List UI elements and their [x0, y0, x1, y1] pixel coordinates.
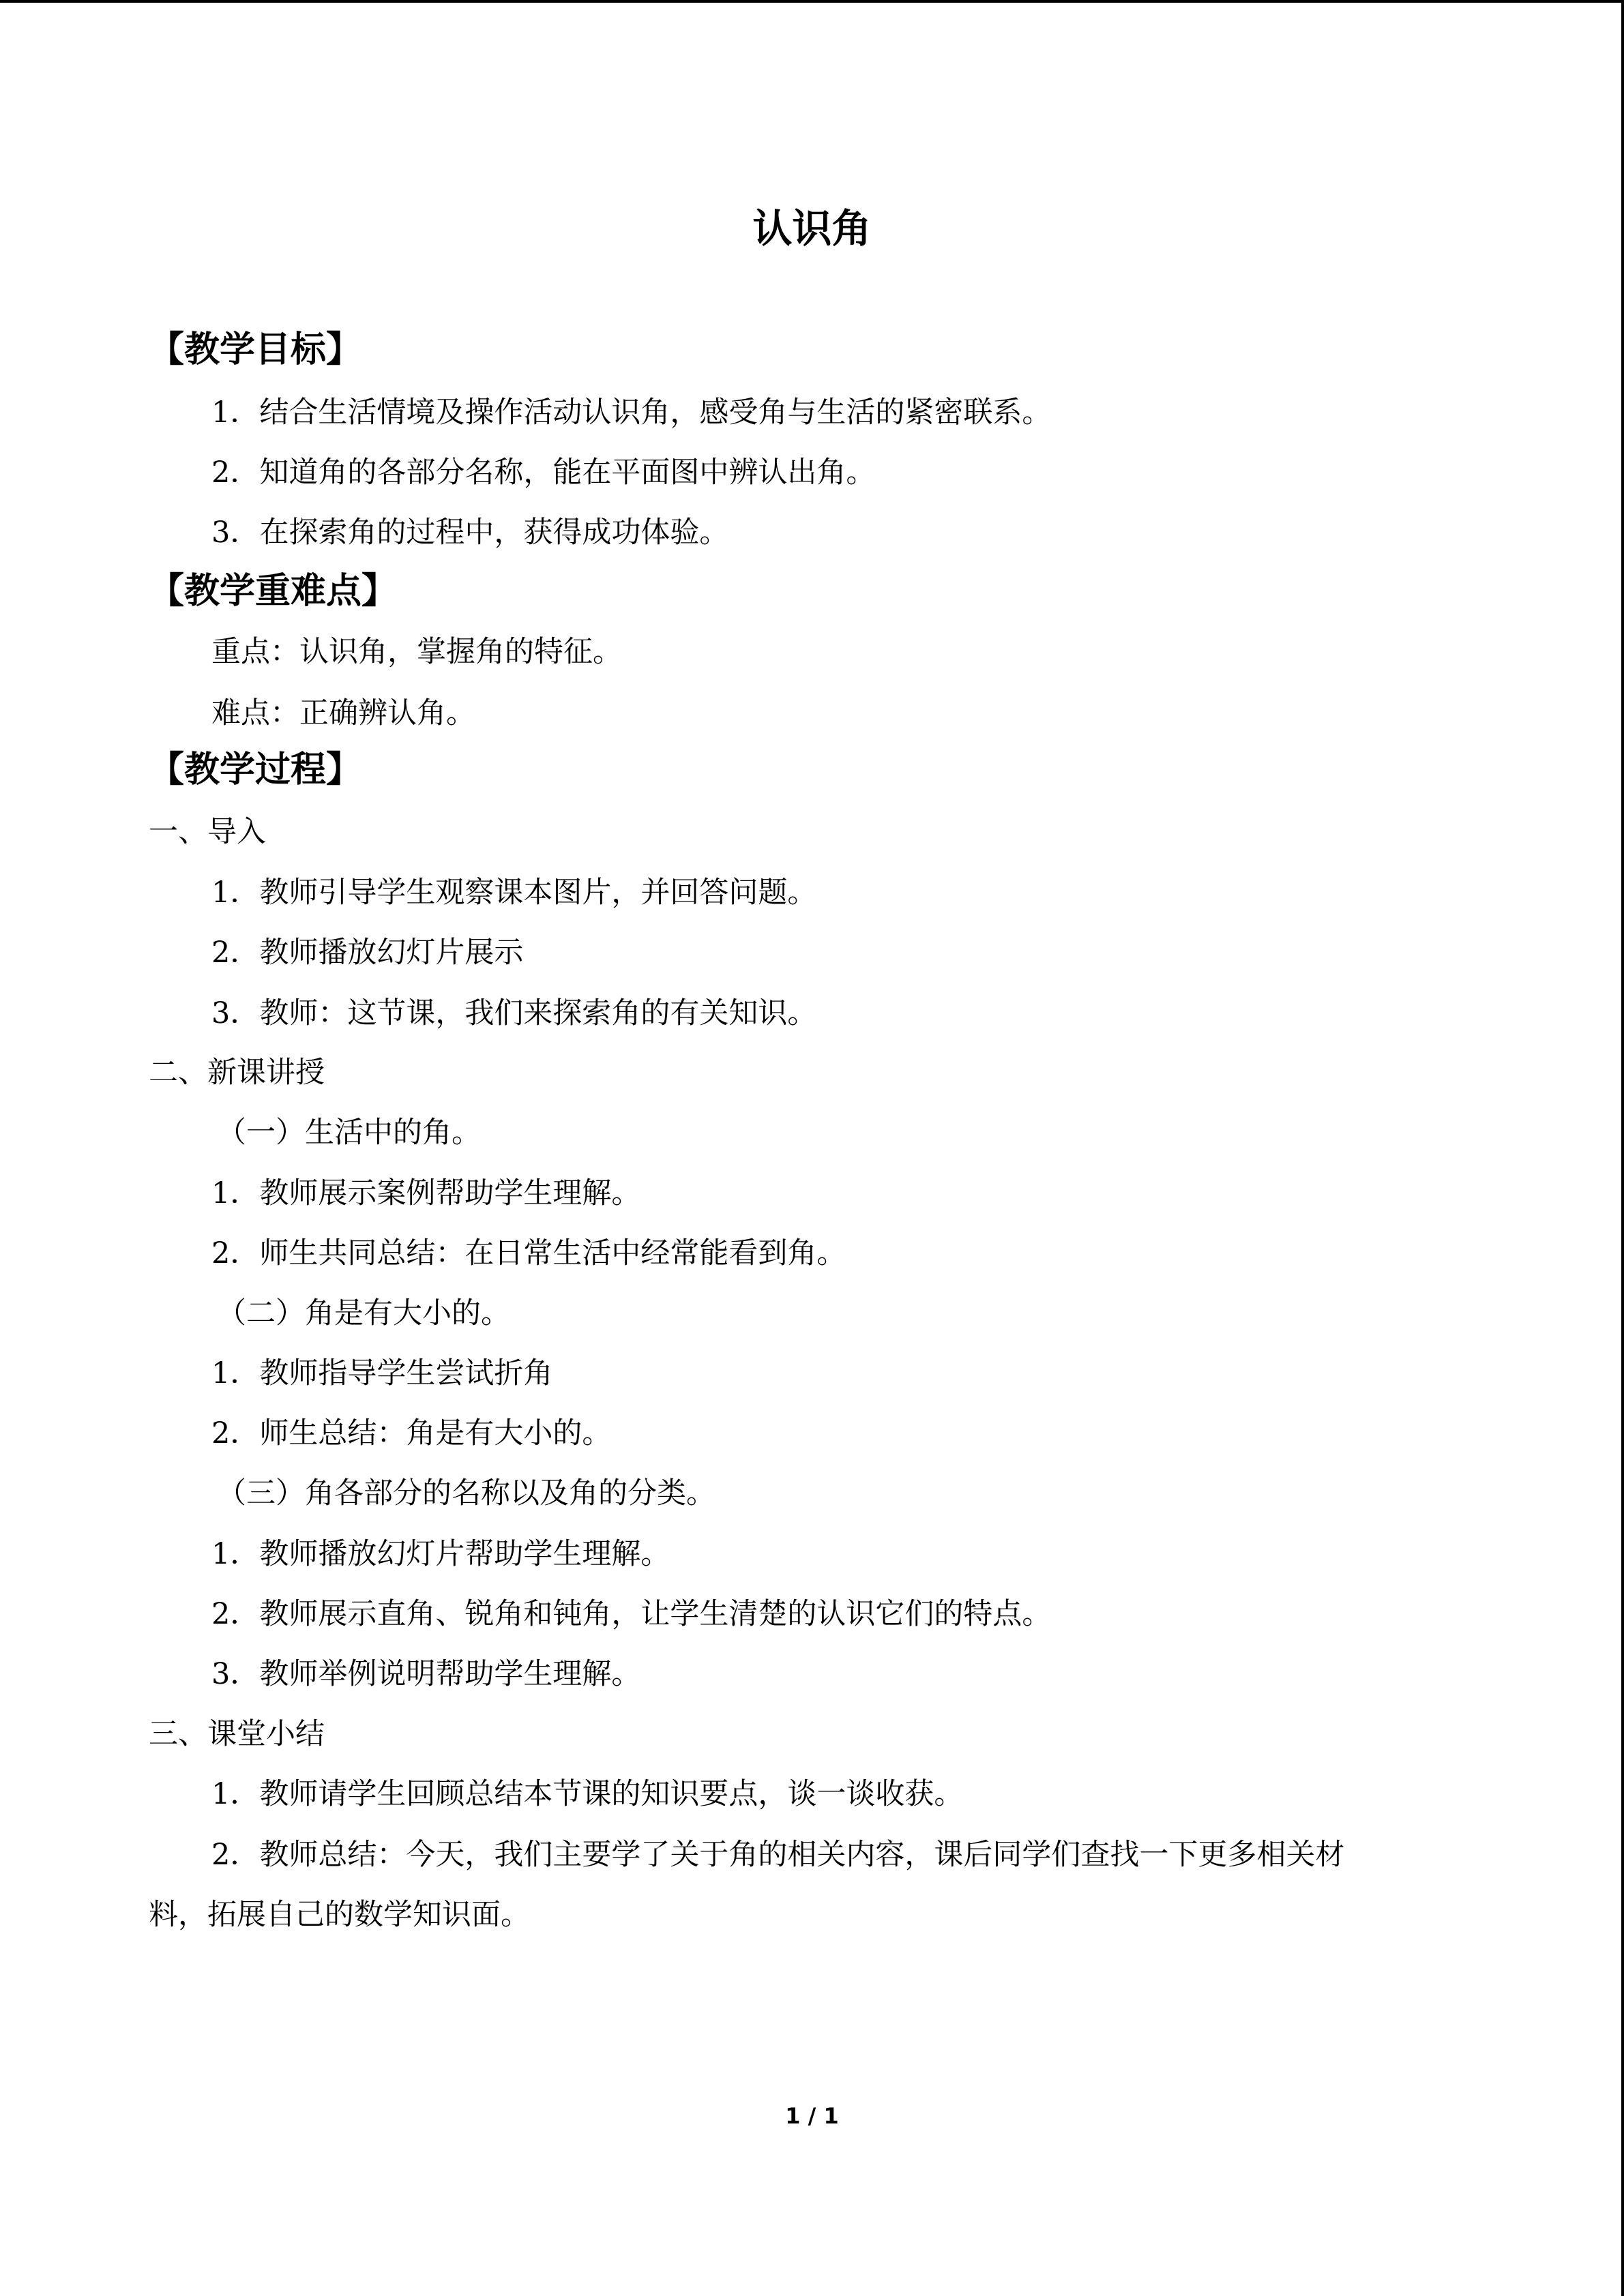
- part-heading: 二、新课讲授: [149, 1056, 325, 1090]
- list-item: 2．教师展示直角、锐角和钝角，让学生清楚的认识它们的特点。: [211, 1597, 1052, 1631]
- keypoint-item: 难点：正确辨认角。: [211, 696, 475, 730]
- list-item-continuation: 料，拓展自己的数学知识面。: [149, 1898, 530, 1932]
- subsection-heading: （一）生活中的角。: [217, 1116, 481, 1150]
- objective-item: 2．知道角的各部分名称，能在平面图中辨认出角。: [211, 456, 876, 490]
- subsection-heading: （三）角各部分的名称以及角的分类。: [217, 1476, 715, 1510]
- list-item: 2．师生共同总结：在日常生活中经常能看到角。: [211, 1236, 846, 1270]
- page-border-top: [0, 0, 1624, 3]
- list-item: 1．教师展示案例帮助学生理解。: [211, 1176, 641, 1210]
- section-heading-keypoints: 【教学重难点】: [149, 571, 398, 612]
- list-item: 3．教师：这节课，我们来探索角的有关知识。: [211, 996, 817, 1030]
- subsection-heading: （二）角是有大小的。: [217, 1296, 510, 1330]
- document-title: 认识角: [752, 205, 872, 252]
- section-heading-objectives: 【教学目标】: [149, 329, 362, 370]
- objective-item: 3．在探索角的过程中，获得成功体验。: [211, 516, 729, 550]
- list-item: 1．教师引导学生观察课本图片，并回答问题。: [211, 876, 817, 910]
- list-item: 2．师生总结：角是有大小的。: [211, 1416, 612, 1450]
- part-heading: 三、课堂小结: [149, 1717, 325, 1751]
- part-heading: 一、导入: [149, 815, 266, 849]
- list-item: 3．教师举例说明帮助学生理解。: [211, 1657, 641, 1691]
- list-item: 2．教师总结：今天，我们主要学了关于角的相关内容，课后同学们查找一下更多相关材: [211, 1838, 1345, 1872]
- page-border-right: [1621, 0, 1624, 2296]
- list-item: 1．教师播放幻灯片帮助学生理解。: [211, 1537, 670, 1571]
- objective-item: 1．结合生活情境及操作活动认识角，感受角与生活的紧密联系。: [211, 396, 1052, 430]
- list-item: 1．教师请学生回顾总结本节课的知识要点，谈一谈收获。: [211, 1777, 964, 1811]
- list-item: 1．教师指导学生尝试折角: [211, 1356, 553, 1390]
- page-number: 1 / 1: [785, 2103, 839, 2129]
- section-heading-process: 【教学过程】: [149, 749, 362, 790]
- list-item: 2．教师播放幻灯片展示: [211, 936, 524, 970]
- keypoint-item: 重点：认识角，掌握角的特征。: [211, 635, 622, 669]
